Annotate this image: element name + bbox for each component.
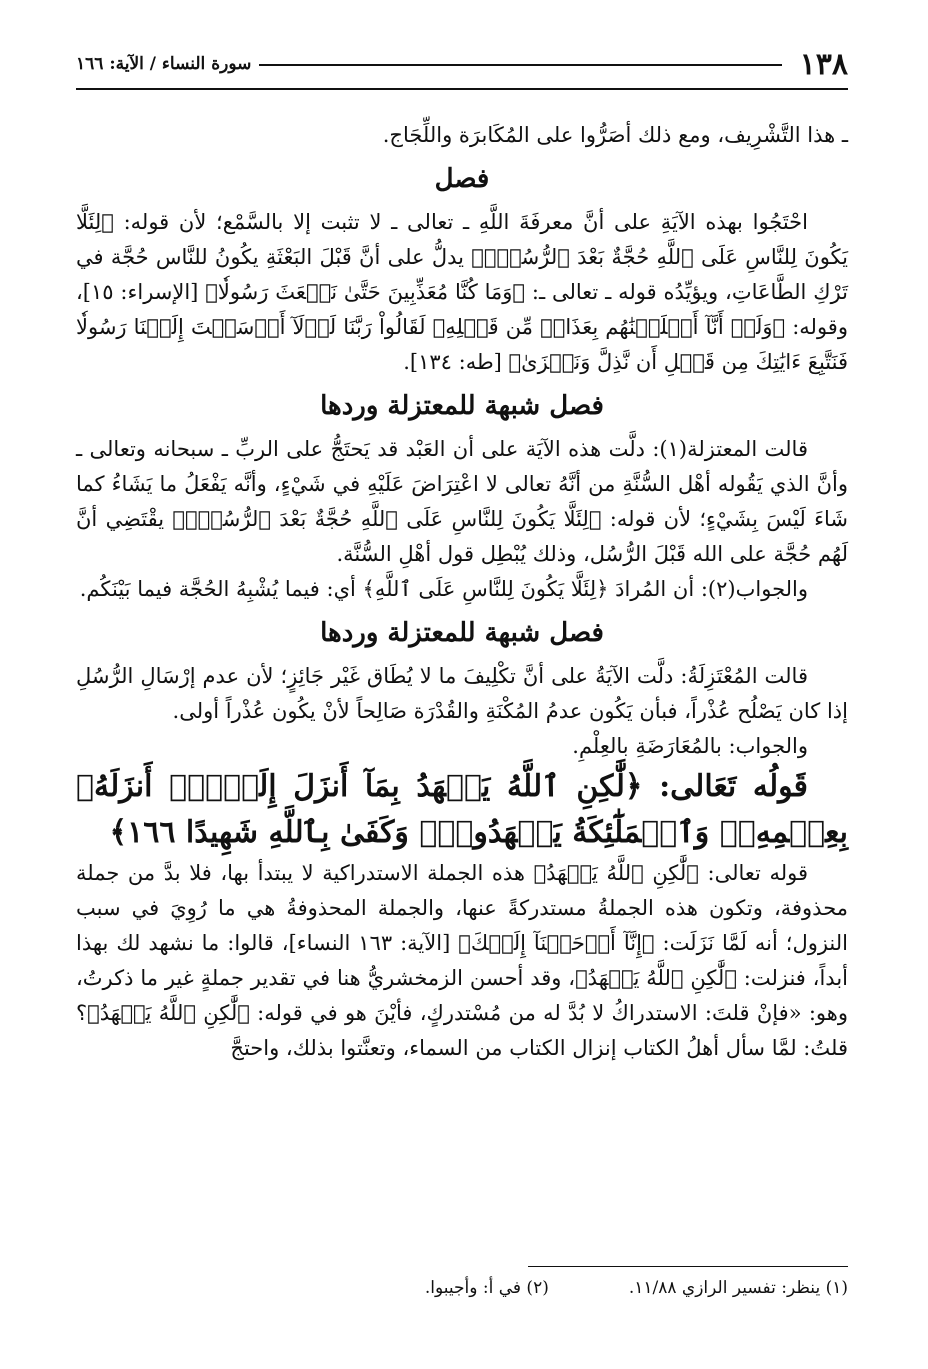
header-dash-line <box>259 63 781 66</box>
page-body <box>76 118 848 1066</box>
section-heading: فصل شبهة للمعتزلة وردها <box>320 618 604 648</box>
quran-verse: قَولُه تَعَالى: ﴿لَّٰكِنِ ٱللَّهُ يَشۡهَدُ بِمَآ أَنزَلَ إِلَيۡكَۖ أَنزَلَهُۥ بِعِلۡمِهِۦۖ وَٱلۡمَلَٰٓئِكَةُ يَشۡهَدُونَۚ وَكَفَىٰ بِٱللَّهِ شَهِيدًا ١٦٦﴾ <box>76 769 848 850</box>
paragraph: والجواب(٢): أن المُرادَ ﴿لِئَلَّا يَكُونَ لِلنَّاسِ عَلَى ٱللَّهِ﴾ أي: فيما يُشْبِهُ الحُجَّة فيما بَيْنَكُم. <box>79 577 808 601</box>
page-header <box>76 44 848 84</box>
page-number: ١٣٨ <box>799 46 848 82</box>
footnote-2: (٢) في أ: وأجيبوا. <box>424 1278 549 1298</box>
running-head: سورة النساء / الآية: ١٦٦ <box>76 54 252 74</box>
section-heading: فصل <box>434 164 490 194</box>
footnotes <box>76 1278 848 1298</box>
header-rule <box>76 88 848 90</box>
paragraph: قالت المعتزلة(١): دلَّت هذه الآيَة على أن العَبْد قد يَحتَجُّ على الربِّ ـ سبحانه وتعالى ـ وأنَّ الذي يَقُوله أهْل السُّنَّةِ من أنَّهُ تعالى لا اعْتِرَاضَ عَلَيْهِ في شَيْءٍ، وأنَّه يَفْعَلُ ما يَشَاءُ كما شَاءَ لَيْسَ بِشَيْءٍ؛ لأن قوله: ﴿لِئَلَّا يَكُونَ لِلنَّاسِ عَلَى ٱللَّهِ حُجَّةٌ بَعْدَ ٱلرُّسُلِۚ﴾ يقْتَضِي أنَّ لَهُم حُجَّة على الله قَبْلَ الرُّسُل، وذلك يُبْطِل قول أهْلِ السُّنَّة. <box>76 437 848 566</box>
paragraph: والجواب: بالمُعَارَضَةِ بالعِلْمِ. <box>572 734 808 758</box>
paragraph-continuation: ـ هذا التَّشْرِيف، ومع ذلك أصَرُّوا على المُكَابرَة واللِّجَاج. <box>382 123 848 147</box>
footnote-1: (١) ينظر: تفسير الرازي ١١/٨٨. <box>628 1278 848 1298</box>
footnote-rule <box>528 1266 848 1267</box>
section-heading: فصل شبهة للمعتزلة وردها <box>320 391 604 421</box>
paragraph: قالت المُعْتَزِلَةُ: دلَّت الآيَةُ على أنَّ تكْلِيفَ ما لا يُطَاق غَيْر جَائِزٍ؛ لأن عدم إرْسَالِ الرُّسُلِ إذا كان يَصْلُح عُذْراً، فبأن يَكُون عدمُ المُكْنَةِ والقُدْرَة صَالِحاً لأنْ يكُون عُذْراً أولى. <box>76 664 848 723</box>
paragraph: احْتَجُوا بهذه الآيَةِ على أنَّ معرفَةَ اللَّهِ ـ تعالى ـ لا تثبت إلا بالسَّمْع؛ لأن قوله: ﴿لِئَلَّا يَكُونَ لِلنَّاسِ عَلَى ٱللَّهِ حُجَّةٌ بَعْدَ ٱلرُّسُلِۚ﴾ يدلُّ على أنَّ قَبْلَ البَعْثَةِ يكُونُ للنَّاس حُجَّة في تَرْكِ الطَّاعَاتِ، ويؤيِّدُه قوله ـ تعالى ـ: ﴿وَمَا كُنَّا مُعَذِّبِينَ حَتَّىٰ نَبۡعَثَ رَسُولٗا﴾ [الإسراء: ١٥]، وقوله: ﴿وَلَوۡ أَنَّآ أَهۡلَكۡنَٰهُم بِعَذَابٖ مِّن قَبۡلِهِۦ لَقَالُواْ رَبَّنَا لَوۡلَآ أَرۡسَلۡتَ إِلَيۡنَا رَسُولٗا فَنَتَّبِعَ ءَايَٰتِكَ مِن قَبۡلِ أَن نَّذِلَّ وَنَخۡزَىٰ﴾ [طه: ١٣٤]. <box>76 210 848 374</box>
paragraph: قوله تعالى: ﴿لَّٰكِنِ ٱللَّهُ يَشۡهَدُ﴾ هذه الجملة الاستدراكية لا يبتدأ بها، فلا بدَّ من جملة محذوفة، وتكون هذه الجملةُ مستدركةً عنها، والجملة المحذوفةُ هي ما رُوِيَ في سبب النزول؛ أنه لَمَّا نَزَلَت: ﴿إِنَّآ أَوۡحَيۡنَآ إِلَيۡكَ﴾ [الآية: ١٦٣ النساء]، قالوا: ما نشهد لك بهذا أبداً، فنزلت: ﴿لَّٰكِنِ ٱللَّهُ يَشۡهَدُ﴾، وقد أحسن الزمخشريُّ هنا في تقدير جملةٍ غير ما ذكرتُ، وهو: «فإنْ قلتَ: الاستدراكُ لا بُدَّ له من مُسْتدركٍ، فأيْنَ هو في قوله: ﴿لَّٰكِنِ ٱللَّهُ يَشۡهَدُ﴾؟ قلتُ: لمَّا سأل أهلُ الكتاب إنزال الكتاب من السماء، وتعنَّتوا بذلك، واحتجَّ <box>76 861 848 1060</box>
